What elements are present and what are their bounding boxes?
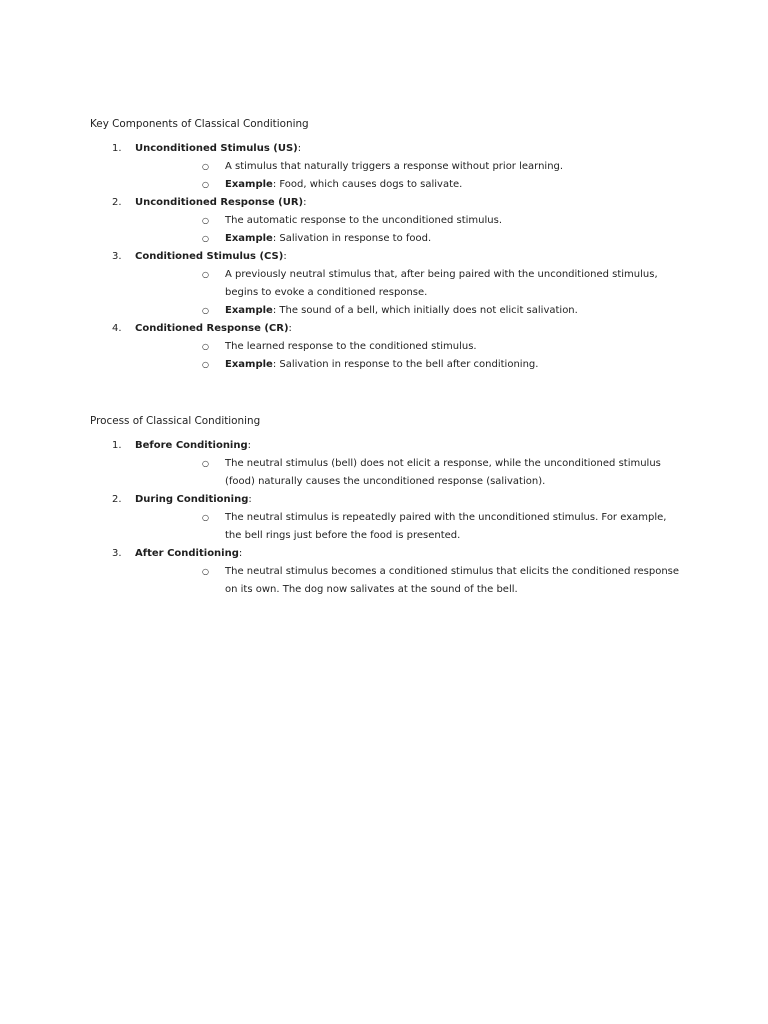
bullet-circle-icon: ○ xyxy=(202,162,209,171)
bullet-circle-icon: ○ xyxy=(202,306,209,315)
item-term: After Conditioning xyxy=(135,548,239,559)
item-number: 1. xyxy=(112,440,122,451)
bullet-text: The learned response to the conditioned stimulus. xyxy=(225,341,477,352)
bullet-item xyxy=(135,509,680,545)
bullet-bold-label: Example xyxy=(225,179,273,190)
bullet-circle-icon: ○ xyxy=(202,567,209,576)
bullet-circle-icon: ○ xyxy=(202,216,209,225)
item-title xyxy=(135,437,680,455)
bullet-text: The neutral stimulus (bell) does not elicit a response, while the unconditioned stimulus (food) naturally causes the unconditioned response (salivation). xyxy=(225,458,661,487)
bullet-list xyxy=(135,158,680,194)
numbered-list xyxy=(90,437,680,599)
item-term: Unconditioned Response (UR) xyxy=(135,197,304,208)
bullet-list xyxy=(135,509,680,545)
bullet-circle-icon: ○ xyxy=(202,270,209,279)
bullet-text: The automatic response to the unconditioned stimulus. xyxy=(225,215,503,226)
bullet-bold-label: Example xyxy=(225,233,273,244)
list-item xyxy=(90,194,680,248)
section-heading: Process of Classical Conditioning xyxy=(90,415,261,427)
item-term: Before Conditioning xyxy=(135,440,248,451)
bullet-circle-icon: ○ xyxy=(202,180,209,189)
bullet-text: A previously neutral stimulus that, after being paired with the unconditioned stimulus, begins to evoke a conditioned response. xyxy=(225,269,658,298)
bullet-item xyxy=(135,302,680,320)
item-title xyxy=(135,140,680,158)
list-item xyxy=(90,248,680,320)
item-suffix: : xyxy=(288,323,292,334)
bullet-item xyxy=(135,356,680,374)
bullet-item xyxy=(135,176,680,194)
bullet-text: : Salivation in response to the bell after conditioning. xyxy=(272,359,539,370)
item-title xyxy=(135,194,680,212)
bullet-circle-icon: ○ xyxy=(202,234,209,243)
bullet-item xyxy=(135,563,680,599)
bullet-text: The neutral stimulus is repeatedly paired with the unconditioned stimulus. For example, the bell rings just before the food is presented. xyxy=(225,512,667,541)
item-title xyxy=(135,545,680,563)
list-item xyxy=(90,437,680,491)
section-heading: Key Components of Classical Conditioning xyxy=(90,118,309,130)
item-term: Unconditioned Stimulus (US) xyxy=(135,143,298,154)
bullet-bold-label: Example xyxy=(225,359,273,370)
bullet-circle-icon: ○ xyxy=(202,360,209,369)
bullet-circle-icon: ○ xyxy=(202,342,209,351)
bullet-text: : The sound of a bell, which initially does not elicit salivation. xyxy=(272,305,578,316)
bullet-item xyxy=(135,455,680,491)
section-key-components xyxy=(90,115,680,374)
bullet-text: The neutral stimulus becomes a conditioned stimulus that elicits the conditioned response on its own. The dog now salivates at the sound of the bell. xyxy=(225,566,680,595)
bullet-text: A stimulus that naturally triggers a response without prior learning. xyxy=(225,161,564,172)
item-suffix: : xyxy=(283,251,287,262)
bullet-item xyxy=(135,338,680,356)
item-suffix: : xyxy=(303,197,307,208)
list-item xyxy=(90,140,680,194)
bullet-list xyxy=(135,563,680,599)
item-suffix: : xyxy=(238,548,243,559)
item-suffix: : xyxy=(297,143,302,154)
item-number: 1. xyxy=(112,143,122,154)
bullet-list xyxy=(135,266,680,320)
bullet-circle-icon: ○ xyxy=(202,459,209,468)
bullet-text: : Food, which causes dogs to salivate. xyxy=(272,179,463,190)
bullet-item xyxy=(135,158,680,176)
list-item xyxy=(90,491,680,545)
item-term: Conditioned Response (CR) xyxy=(135,323,289,334)
bullet-bold-label: Example xyxy=(225,305,273,316)
list-item xyxy=(90,320,680,374)
bullet-list xyxy=(135,212,680,248)
item-number: 2. xyxy=(112,197,122,208)
item-number: 2. xyxy=(112,494,122,505)
item-suffix: : xyxy=(248,494,252,505)
bullet-text: : Salivation in response to food. xyxy=(272,233,432,244)
item-number: 3. xyxy=(112,548,122,559)
item-title xyxy=(135,320,680,338)
bullet-item xyxy=(135,230,680,248)
section-process xyxy=(90,412,680,599)
bullet-list xyxy=(135,338,680,374)
list-item xyxy=(90,545,680,599)
bullet-item xyxy=(135,266,680,302)
item-term: During Conditioning xyxy=(135,494,249,505)
bullet-list xyxy=(135,455,680,491)
bullet-item xyxy=(135,212,680,230)
bullet-circle-icon: ○ xyxy=(202,513,209,522)
item-title xyxy=(135,491,680,509)
numbered-list xyxy=(90,140,680,374)
item-suffix: : xyxy=(247,440,252,451)
item-term: Conditioned Stimulus (CS) xyxy=(135,251,284,262)
item-number: 4. xyxy=(112,323,122,334)
item-number: 3. xyxy=(112,251,122,262)
item-title xyxy=(135,248,680,266)
